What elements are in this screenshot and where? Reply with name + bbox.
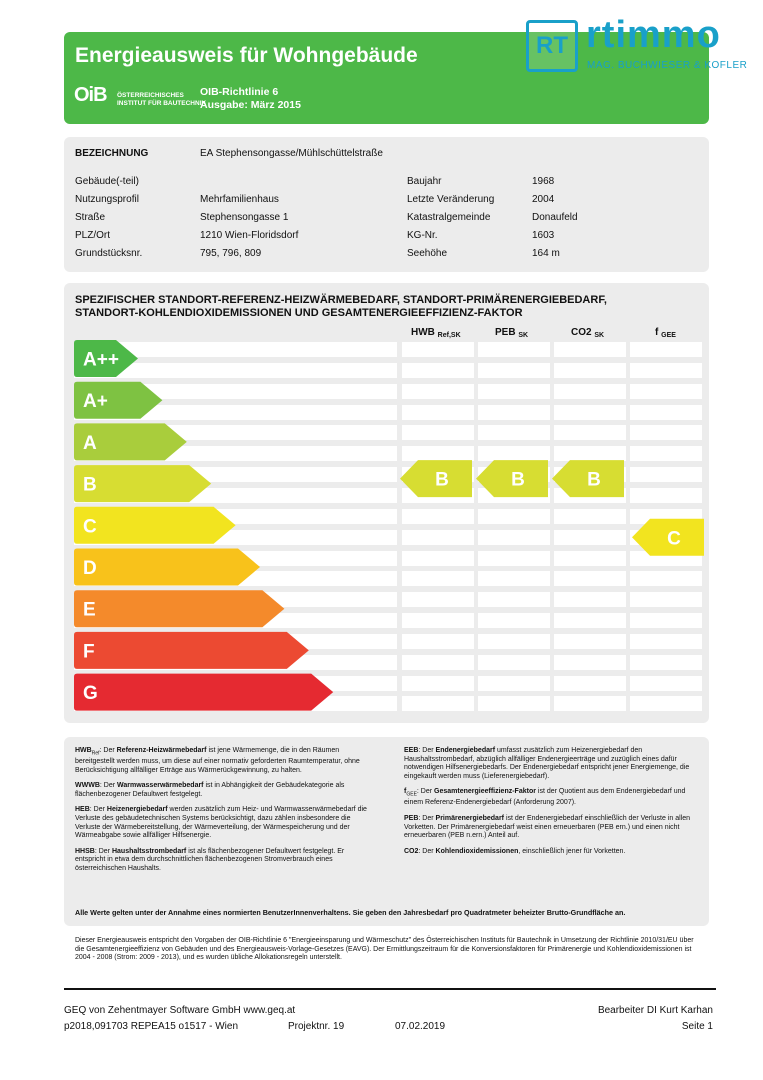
oib-institute-line2: INSTITUT FÜR BAUTECHNIK <box>117 100 207 107</box>
info-value: 2004 <box>532 194 555 205</box>
rating-label: B <box>511 469 525 491</box>
definition-bold: Endenergiebedarf <box>435 747 496 754</box>
class-label: F <box>83 641 95 663</box>
class-label: A <box>83 432 97 454</box>
bezeichnung-value: EA Stephensongasse/Mühlschüttelstraße <box>200 148 383 159</box>
info-label: PLZ/Ort <box>75 230 111 241</box>
oib-logo: OiB <box>74 84 107 106</box>
class-arrow-e <box>74 590 284 627</box>
column-header-peb: PEB $_{SK}$ <box>495 327 529 339</box>
info-value: 1968 <box>532 176 555 187</box>
info-value: Donaufeld <box>532 212 578 223</box>
definition-bold: Primärenergiebedarf <box>435 814 505 822</box>
footer-editor: Bearbeiter DI Kurt Karhan <box>597 1005 713 1016</box>
brand-name: rtimmo <box>586 14 721 56</box>
definitions-left <box>75 747 370 881</box>
info-label: Gebäude(-teil) <box>75 176 139 187</box>
brand-subtitle: MAG. BUCHWIESER & KOFLER <box>587 60 748 71</box>
definition-term: HWB <box>75 747 92 754</box>
definition-text: ist der Quotient aus dem Endenergiebedarf und einem Referenz-Endenergiebedarf (Anforderung 2007). <box>404 788 686 807</box>
footer-project: Projektnr. 19 <box>288 1021 345 1032</box>
chart-title-line2: STANDORT-KOHLENDIOXIDEMISSIONEN UND GESAMTENERGIEEFFIZIENZ-FAKTOR <box>75 307 523 319</box>
rating-label: B <box>587 469 601 491</box>
definition-entry: WWWB: Der Warmwasserwärmebedarf ist in Abhängigkeit der Gebäudekategorie als flächenbezogener Defaultwert festgelegt. <box>75 782 345 798</box>
definition-text: umfasst zusätzlich zum Heizenergiebedarf den Haushaltsstrombedarf, abzüglich allfälliger Endenergieerträge und zuzüglich eines dafür notwendigen Hilfsenergiebedarfs. Der Endenergiebedarf entspricht jener Energiemenge, die eingekauft werden muss (Lieferenergiebedarf). <box>404 747 690 780</box>
definition-bold: Warmwasserwärmebedarf <box>117 782 204 790</box>
definition-entry: PEB: Der Primärenergiebedarf ist der Endenergiebedarf einschließlich der Verluste in allen Vorketten. Der Primärenergiebedarf weist einen erneuerbaren (PEB ern.) und einen nicht erneuerbaren (PEB n.ern.) Anteil auf. <box>404 814 691 840</box>
column-header-fgee: f $_{GEE}$ <box>655 327 676 339</box>
class-arrow-d <box>74 549 260 586</box>
info-value: 795, 796, 809 <box>200 248 262 259</box>
definition-term-sub: Ref <box>91 750 100 757</box>
info-label: Letzte Veränderung <box>407 194 495 205</box>
info-value: 1210 Wien-Floridsdorf <box>200 230 299 241</box>
rating-label: C <box>667 528 681 550</box>
class-arrows <box>64 283 709 723</box>
info-label: Baujahr <box>407 176 442 187</box>
info-value: Mehrfamilienhaus <box>200 194 279 205</box>
class-label: E <box>83 599 96 621</box>
class-label: D <box>83 558 97 579</box>
oib-institute-name <box>117 92 207 108</box>
definition-bold: Haushaltsstrombedarf <box>111 847 187 855</box>
definitions-note: Alle Werte gelten unter der Annahme eines normierten BenutzerInnenverhaltens. Sie geben den Jahresbedarf pro Quadratmeter beheizter Brutto-Grundfläche an. <box>75 908 626 917</box>
chart-title-line1: SPEZIFISCHER STANDORT-REFERENZ-HEIZWÄRMEBEDARF, STANDORT-PRIMÄRENERGIEBEDARF, <box>75 294 607 306</box>
definition-bold: Gesamtenergieeffizienz-Faktor <box>434 788 536 796</box>
definition-term: HEB <box>75 806 90 814</box>
class-label: B <box>83 474 97 496</box>
definition-bold: Kohlendioxidemissionen <box>435 847 519 855</box>
info-value: 1603 <box>532 230 555 241</box>
definition-term-sub: GEE <box>406 791 417 798</box>
definition-term: f <box>404 788 407 796</box>
energy-class-chart <box>64 283 709 723</box>
column-header-co2: CO2 $_{SK}$ <box>571 327 605 339</box>
definitions-right <box>404 747 699 863</box>
definition-text: werden zusätzlich zum Heiz- und Warmwasserwärmebedarf die Verluste des gebäudetechnischen Systems berücksichtigt, dazu zählen insbesondere die Verluste der Wärmebereitstellung, der Wärmeverteilung, der Wärmespeicherung und der Wärmeabgabe sowie allfälliger Hilfsenergie. <box>75 806 367 840</box>
definition-entry: $HWB_{Ref}$: Der Referenz-Heizwärmebedarf ist jene Wärmemenge, die in den Räumen bereitgestellt werden muss, um diese auf einer normativ geforderten Raumtemperatur, ohne Berücksichtigung allfälliger Erträge aus Wärmerückgewinnung, zu halten. <box>75 747 360 774</box>
definition-text: , einschließlich jener für Vorketten. <box>518 847 626 855</box>
footer-page: Seite 1 <box>681 1021 713 1032</box>
definition-term: PEB <box>404 814 419 822</box>
definition-entry: HHSB: Der Haushaltsstrombedarf ist als flächenbezogener Defaultwert festgelegt. Er entspricht in etwa dem durchschnittlichen flächenbezogenen Stromverbrauch eines österreichischen Haushalts. <box>75 847 345 872</box>
definition-bold: Referenz-Heizwärmebedarf <box>116 747 207 754</box>
class-arrow-g <box>74 674 333 711</box>
footer-divider <box>64 988 716 990</box>
definition-entry: CO2: Der Kohlendioxidemissionen, einschließlich jener für Vorketten. <box>404 847 626 855</box>
footer-file: p2018,091703 REPEA15 o1517 - Wien <box>64 1021 239 1032</box>
info-label: KG-Nr. <box>407 230 438 241</box>
class-label: G <box>83 683 98 705</box>
bezeichnung-label: BEZEICHNUNG <box>75 148 149 159</box>
guideline-info <box>200 86 301 112</box>
info-value: 164 m <box>532 248 560 259</box>
definition-entry: $f_{GEE}$: Der Gesamtenergieeffizienz-Faktor ist der Quotient aus dem Endenergiebedarf und einem Referenz-Endenergiebedarf (Anforderung 2007). <box>404 788 686 807</box>
info-label: Straße <box>75 212 106 223</box>
guideline-edition: Ausgabe: März 2015 <box>200 99 301 111</box>
info-label: Seehöhe <box>407 248 448 259</box>
definition-entry: EEB: Der Endenergiebedarf umfasst zusätzlich zum Heizenergiebedarf den Haushaltsstrombedarf, abzüglich allfälliger Endenergieerträge und zuzüglich eines dafür notwendigen Hilfsenergiebedarfs. Der Endenergiebedarf entspricht jener Energiemenge, die eingekauft werden muss (Lieferenergiebedarf). <box>404 747 690 780</box>
definitions-box <box>64 737 709 926</box>
definition-term: EEB <box>404 747 419 754</box>
definition-term: WWWB <box>75 782 100 790</box>
building-info-box <box>64 137 709 272</box>
footer-date: 07.02.2019 <box>395 1021 446 1032</box>
oib-institute-line1: ÖSTERREICHISCHES <box>117 92 184 99</box>
disclaimer-text: Dieser Energieausweis entspricht den Vorgaben der OIB-Richtlinie 6 "Energieeinsparung und Wärmeschutz" des Österreichischen Instituts für Bautechnik in Umsetzung der Richtlinie 2010/31/EU über die Gesamtenergieeffizienz von Gebäuden und des Energieausweis-Vorlage-Gesetzes (EAVG). Der Ermittlungszeitraum für die Konversionsfaktoren für Primärenergie und Kohlendioxidemissionen ist 2004 - 2008 (Strom: 2009 - 2013), und es wurden übliche Allokationsregeln unterstellt. <box>75 937 694 962</box>
column-header-hwb: HWB $_{Ref,SK}$ <box>411 327 461 339</box>
class-arrow-c <box>74 507 236 544</box>
info-value: Stephensongasse 1 <box>200 212 289 223</box>
document-title: Energieausweis für Wohngebäude <box>75 44 418 67</box>
brand-logo <box>526 14 748 78</box>
class-label: A++ <box>83 349 119 371</box>
definition-term: HHSB <box>75 847 95 855</box>
class-label: A+ <box>83 391 108 413</box>
info-label: Grundstücksnr. <box>75 248 143 259</box>
class-arrow-f <box>74 632 309 669</box>
definition-text: ist jene Wärmemenge, die in den Räumen bereitgestellt werden muss, um diese auf einer normativ geforderten Raumtemperatur, ohne Berücksichtigung allfälliger Erträge aus Wärmerückgewinnung, zu halten. <box>75 747 360 774</box>
footer-software: GEQ von Zehentmayer Software GmbH www.geq.at <box>64 1005 296 1016</box>
info-label: Katastralgemeinde <box>407 212 491 223</box>
definition-text: ist der Endenergiebedarf einschließlich der Verluste in allen Vorketten. Der Primärenergiebedarf weist einen erneuerbaren (PEB ern.) und einen nicht erneuerbaren (PEB n.ern.) Anteil auf. <box>404 814 691 840</box>
guideline-name: OIB-Richtlinie 6 <box>200 86 279 98</box>
definition-entry: HEB: Der Heizenergiebedarf werden zusätzlich zum Heiz- und Warmwasserwärmebedarf die Verluste des gebäudetechnischen Systems berücksichtigt, dazu zählen insbesondere die Verluste der Wärmebereitstellung, der Wärmeverteilung, der Wärmespeicherung und der Wärmeabgabe sowie allfälliger Hilfsenergie. <box>75 806 367 840</box>
definition-text: ist als flächenbezogener Defaultwert festgelegt. Er entspricht in etwa dem durchschnittlichen flächenbezogenen Stromverbrauch eines österreichischen Haushalts. <box>75 847 345 872</box>
rating-label: B <box>435 469 449 491</box>
definition-bold: Heizenergiebedarf <box>106 806 168 814</box>
definition-term: CO2 <box>404 847 419 855</box>
info-label: Nutzungsprofil <box>75 194 139 205</box>
definition-text: ist in Abhängigkeit der Gebäudekategorie als flächenbezogener Defaultwert festgelegt. <box>75 782 345 798</box>
class-label: C <box>83 516 97 538</box>
brand-mark-icon: RT <box>526 20 578 72</box>
